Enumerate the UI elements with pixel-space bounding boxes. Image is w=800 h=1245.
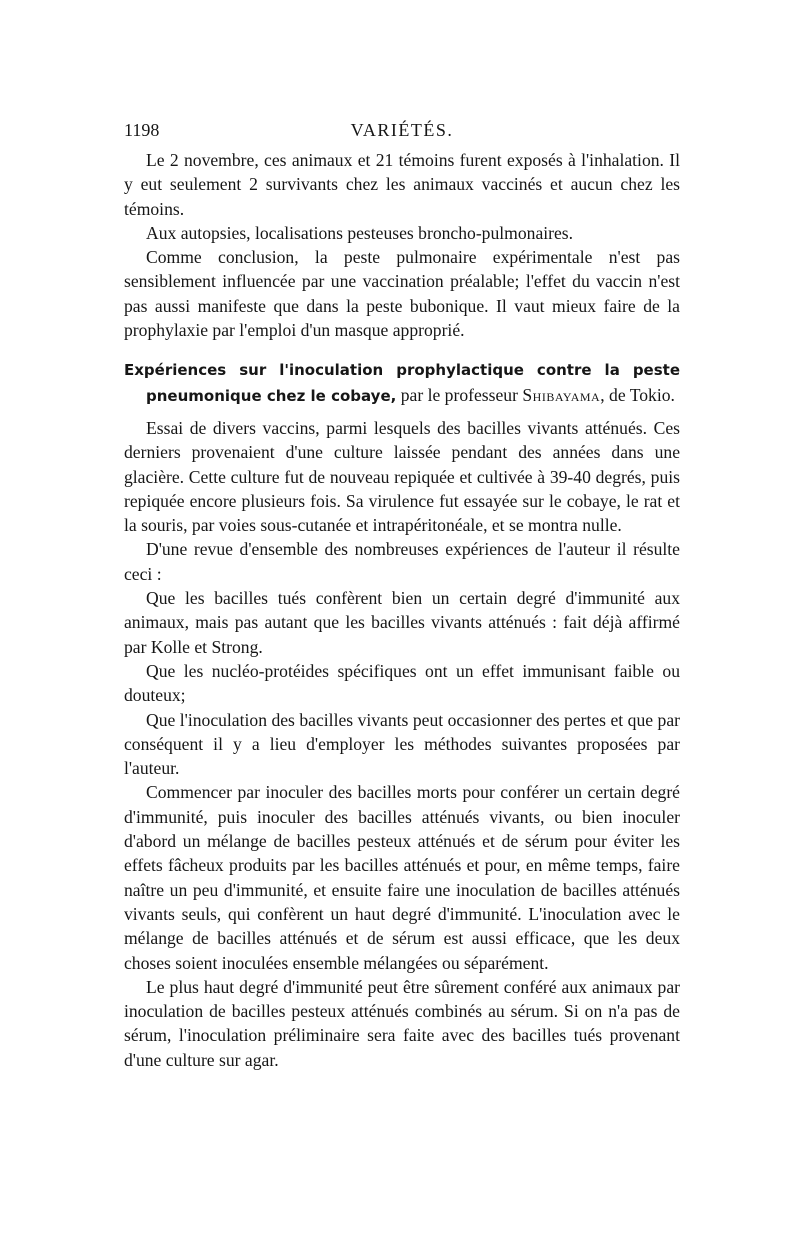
paragraph-conclusion: Comme conclusion, la peste pulmonaire expérimentale n'est pas sensiblement influencée par une vaccination préalable; l'effet du vaccin n'est pas aussi manifeste que dans la peste bubonique. Il vaut mieux faire de la prophylaxie par l'emploi d'un masque approprié. (124, 247, 680, 341)
paragraph-vaccines: Essai de divers vaccins, parmi lesquels des bacilles vivants atténués. Ces derniers provenaient d'une culture laissée pendant des années dans une glacière. Cette culture fut de nouveau repiquée et cultivée à 39-40 degrés, puis repiquée encore plusieurs fois. Sa virulence fut essayée sur le cobaye, le rat et la souris, par voies sous-cutanée et intrapéritonéale, et se montra nulle. (124, 417, 680, 536)
section-gap (124, 342, 680, 357)
running-title: VARIÉTÉS. (350, 120, 454, 140)
section-author: Shibayama (522, 384, 601, 405)
paragraph-method: Commencer par inoculer des bacilles morts pour conférer un certain degré d'immunité, puis inoculer des bacilles atténués vivants, ou bien inoculer d'abord un mélange de bacilles pesteux atténués et de sérum pour éviter les effets fâcheux produits par les bacilles atténués et pour, en même temps, faire naître un peu d'immunité, et ensuite faire une inoculation de bacilles atténués vivants seuls, qui confèrent un haut degré d'immunité. L'inoculation avec le mélange de bacilles atténués et de sérum est aussi efficace, que les deux choses soient inoculées ensemble mélangées ou séparément. (124, 782, 680, 973)
paragraph-killed-bacilli: Que les bacilles tués confèrent bien un certain degré d'immunité aux animaux, mais pas autant que les bacilles vivants atténués : fait déjà affirmé par Kolle et Strong. (124, 588, 680, 657)
paragraph-exposure: Le 2 novembre, ces animaux et 21 témoins furent exposés à l'inhalation. Il y eut seulement 2 survivants chez les animaux vaccinés et aucun chez les témoins. (124, 150, 680, 219)
paragraph-nucleoproteids: Que les nucléo-protéides spécifiques ont un effet immunisant faible ou douteux; (124, 660, 680, 706)
page-number: 1198 (124, 120, 160, 140)
paragraph-living-bacilli: Que l'inoculation des bacilles vivants peut occasionner des pertes et que par conséquent il y a lieu d'employer les méthodes suivantes proposées par l'auteur. (124, 709, 680, 779)
section-heading (124, 357, 680, 408)
paragraph-overview: D'une revue d'ensemble des nombreuses expériences de l'auteur il résulte ceci : (124, 539, 680, 584)
section-place: , de Tokio. (600, 384, 675, 405)
paragraph-highest-immunity: Le plus haut degré d'immunité peut être sûrement conféré aux animaux par inoculation de bacilles pesteux atténués combinés au sérum. Si on n'a pas de sérum, l'inoculation préliminaire sera faite avec des bacilles tués provenant d'une culture sur agar. (124, 976, 680, 1070)
paragraph-autopsies: Aux autopsies, localisations pesteuses broncho-pulmonaires. (146, 222, 574, 243)
running-header (124, 114, 680, 148)
section-byline: par le professeur (400, 384, 518, 405)
section-title: Expériences sur l'inoculation prophylactique contre la peste pneumonique chez le cobaye, (124, 361, 680, 405)
page (124, 114, 680, 1072)
